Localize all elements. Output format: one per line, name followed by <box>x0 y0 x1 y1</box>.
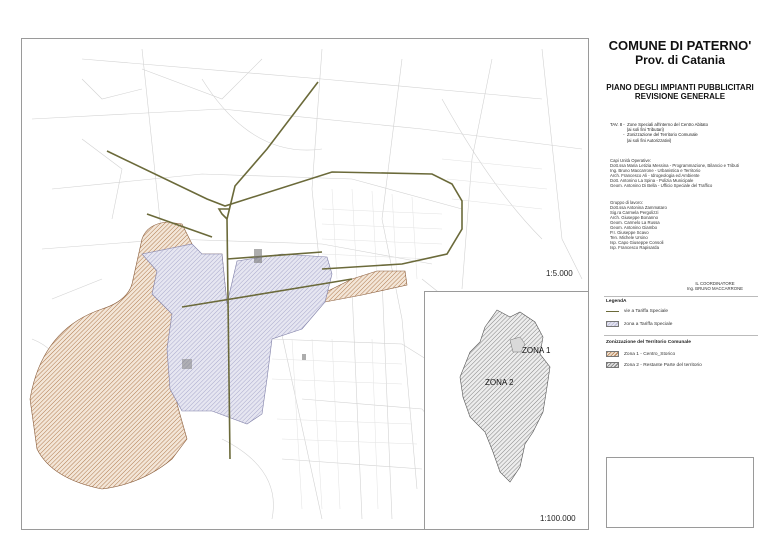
inset-label-zona-2: ZONA 2 <box>485 378 514 387</box>
coordinatore-title: IL COORDINATORE <box>695 281 735 286</box>
legend-hatch-swatch <box>606 362 619 368</box>
gruppo-line: Arch. Giuseppe Bonanno <box>610 215 659 220</box>
legend-divider-top <box>604 296 758 297</box>
legend-item-vie <box>606 307 668 315</box>
coordinatore-name: Ing. BRUNO MACCARRONE <box>686 286 744 291</box>
scale-main: 1:5.000 <box>546 269 573 278</box>
stamp-box <box>606 457 754 528</box>
legend-item-label: vie a Tariffa Speciale <box>624 308 669 314</box>
inset-label-zona-1: ZONA 1 <box>522 346 551 355</box>
gruppo-lavoro-list <box>610 200 760 250</box>
tavola-description: TAV. 8 - Zone Speciali all'interno del Centro Abitato (ai soli fini Tributari) - Zonizzazione del Territorio Comunale (ai soli fini Autorizzativi) <box>610 122 708 143</box>
subtitle-piano: PIANO DEGLI IMPIANTI PUBBLICITARI <box>606 83 754 92</box>
inset-map <box>424 291 588 529</box>
gruppo-line: P.I. Giuseppe Scavo <box>610 230 649 235</box>
legend-line-swatch <box>606 311 619 312</box>
title-provincia: Prov. di Catania <box>635 53 725 67</box>
legend-zona-2 <box>606 361 702 369</box>
legend-item-zona-speciale <box>606 320 672 328</box>
legend-hatch-swatch <box>606 351 619 357</box>
coordinatore <box>670 281 760 291</box>
capi-line: Arch. Francesco Ali - Idrogeologia ed Ambiente <box>610 173 700 178</box>
legend-zone-label: Zona 2 - Restante Parte del territorio <box>624 362 702 368</box>
capi-line: Geom. Antonino Di Bella - Ufficio Speciale del Traffico <box>610 183 713 188</box>
gruppo-line: Gruppo di lavoro: <box>610 200 643 205</box>
legend-divider-mid <box>604 335 758 336</box>
legend-title: LegendA <box>606 299 627 304</box>
capi-unita-list <box>610 158 760 188</box>
gruppo-line: Geom. Antonino Giambo <box>610 225 658 230</box>
territory-drawing <box>425 292 588 529</box>
scale-inset: 1:100.000 <box>540 514 576 523</box>
capi-line: Ing. Bruno Maccarrone - Urbanistica e Territorio <box>610 168 701 173</box>
legend-zona-1 <box>606 350 675 358</box>
legend-zone-label: Zona 1 - Centro_Storico <box>624 351 676 357</box>
capi-line: Dott. Antonino La Spina - Polizia Municipale <box>610 178 694 183</box>
capi-line: Capi Unità Operative: <box>610 158 652 163</box>
gruppo-line: Isp. Francesco Rapisarda <box>610 245 659 250</box>
gruppo-line: Geom. Carmelo La Russa <box>610 220 660 225</box>
gruppo-line: Isp. Capo Giuseppe Consoli <box>610 240 664 245</box>
legend-hatch-swatch <box>606 321 619 327</box>
capi-line: Dott.ssa Maria Letizia Messina - Programmazione, Bilancio e Tributi <box>610 163 739 168</box>
gruppo-line: Dott.ssa Antonina Zammataro <box>610 205 667 210</box>
subtitle-revisione: REVISIONE GENERALE <box>634 92 726 101</box>
gruppo-line: Sig.ra Carmela Pergolizzi <box>610 210 659 215</box>
title-comune: COMUNE DI PATERNO' <box>608 38 752 53</box>
zonizzazione-title: Zonizzazione del Territorio Comunale <box>606 340 691 345</box>
gruppo-line: Ten. Michele Ursino <box>610 235 648 240</box>
legend-item-label: zona a Tariffa Speciale <box>624 321 673 327</box>
territory-zona-2 <box>460 310 550 482</box>
